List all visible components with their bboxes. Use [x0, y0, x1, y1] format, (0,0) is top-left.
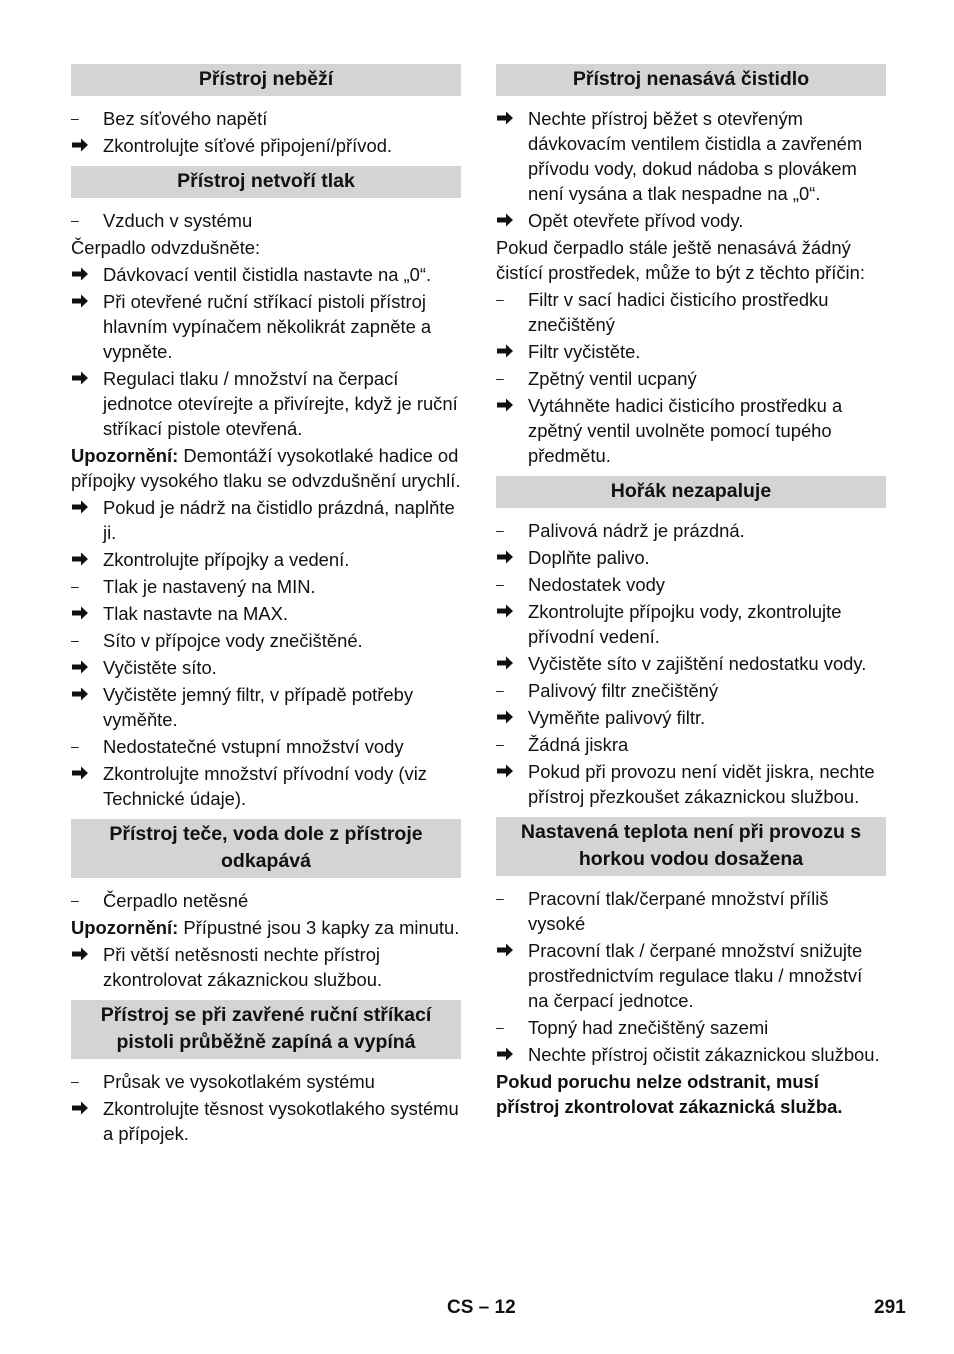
cause-item	[496, 572, 886, 597]
arrow-icon	[71, 495, 97, 514]
item-text: Vytáhněte hadici čisticího prostředku a zpětný ventil uvolněte pomocí tupého předmětu.	[528, 395, 843, 466]
cause-item	[71, 628, 461, 653]
item-text: Opět otevřete přívod vody.	[528, 210, 744, 231]
item-text: Palivový filtr znečištěný	[528, 680, 719, 701]
item-text: Zpětný ventil ucpaný	[528, 368, 697, 389]
paragraph: Pokud čerpadlo stále ještě nenasává žádný čistící prostředek, může to být z těchto příčin:	[496, 237, 865, 283]
closing-note: Pokud poruchu nelze odstranit, musí přístroj zkontrolovat zákaznická služba.	[496, 1071, 843, 1117]
item-text: Vyměňte palivový filtr.	[528, 707, 706, 728]
arrow-icon	[496, 651, 522, 670]
section-heading: Nastavená teplota není při provozu s horkou vodou dosažena	[496, 817, 886, 876]
item-text: Bez síťového napětí	[103, 108, 268, 129]
remedy-item	[496, 705, 886, 730]
arrow-icon	[71, 262, 97, 281]
note-paragraph	[71, 443, 461, 493]
remedy-item	[71, 133, 461, 158]
item-text: Pokud při provozu není vidět jiskra, nechte přístroj přezkoušet zákaznickou službou.	[528, 761, 875, 807]
remedy-item	[71, 601, 461, 626]
section-heading: Přístroj nenasává čistidlo	[496, 64, 886, 96]
note-label: Upozornění:	[71, 445, 179, 466]
dash-marker: –	[71, 632, 79, 648]
dash-marker: –	[71, 212, 79, 228]
item-text: Filtr vyčistěte.	[528, 341, 641, 362]
item-text: Vyčistěte síto.	[103, 657, 217, 678]
left-column	[71, 64, 461, 1148]
arrow-icon	[71, 761, 97, 780]
item-text: Nedostatek vody	[528, 574, 665, 595]
cause-item	[71, 734, 461, 759]
remedy-item	[496, 599, 886, 649]
dash-marker: –	[496, 890, 504, 906]
item-text: Síto v přípojce vody znečištěné.	[103, 630, 363, 651]
item-text: Průsak ve vysokotlakém systému	[103, 1071, 375, 1092]
arrow-icon	[496, 339, 522, 358]
item-text: Pokud je nádrž na čistidlo prázdná, naplňte ji.	[103, 497, 455, 543]
item-text: Žádná jiskra	[528, 734, 629, 755]
remedy-item	[71, 655, 461, 680]
dash-marker: –	[71, 1073, 79, 1089]
item-text: Nechte přístroj běžet s otevřeným dávkovacím ventilem čistidla a zavřeném přívodu vody, dokud nádoba s plovákem není vysána a tlak nespadne na „0“.	[528, 108, 863, 204]
remedy-item	[496, 1042, 886, 1067]
dash-marker: –	[496, 576, 504, 592]
page-number: 291	[874, 1297, 906, 1318]
item-text: Palivová nádrž je prázdná.	[528, 520, 745, 541]
item-text: Pracovní tlak / čerpané množství snižujte prostřednictvím regulace tlaku / množství na čerpací jednotce.	[528, 940, 863, 1011]
cause-item	[496, 518, 886, 543]
arrow-icon	[71, 682, 97, 701]
arrow-icon	[71, 547, 97, 566]
note-text: Demontáží vysokotlaké hadice od přípojky vysokého tlaku se odvzdušnění urychlí.	[71, 445, 461, 491]
item-text: Filtr v sací hadici čisticího prostředku znečištěný	[528, 289, 829, 335]
dash-marker: –	[496, 291, 504, 307]
remedy-item	[496, 545, 886, 570]
note-paragraph	[71, 915, 461, 940]
cause-item	[71, 106, 461, 131]
arrow-icon	[71, 942, 97, 961]
arrow-icon	[71, 1096, 97, 1115]
arrow-icon	[496, 393, 522, 412]
remedy-item	[496, 759, 886, 809]
item-text: Vyčistěte síto v zajištění nedostatku vody.	[528, 653, 867, 674]
item-text: Pracovní tlak/čerpané množství příliš vysoké	[528, 888, 829, 934]
note-label: Upozornění:	[71, 917, 179, 938]
arrow-icon	[496, 938, 522, 957]
remedy-item	[71, 495, 461, 545]
cause-item	[496, 886, 886, 936]
arrow-icon	[496, 705, 522, 724]
arrow-icon	[496, 599, 522, 618]
section-heading: Přístroj teče, voda dole z přístroje odkapává	[71, 819, 461, 878]
item-text: Tlak je nastavený na MIN.	[103, 576, 316, 597]
remedy-item	[71, 761, 461, 811]
item-text: Při větší netěsnosti nechte přístroj zkontrolovat zákaznickou službou.	[103, 944, 383, 990]
dash-marker: –	[71, 110, 79, 126]
remedy-item	[71, 262, 461, 287]
dash-marker: –	[71, 738, 79, 754]
arrow-icon	[71, 655, 97, 674]
item-text: Dávkovací ventil čistidla nastavte na „0“.	[103, 264, 432, 285]
arrow-icon	[71, 366, 97, 385]
remedy-item	[496, 106, 886, 206]
dash-marker: –	[496, 682, 504, 698]
paragraph: Čerpadlo odvzdušněte:	[71, 237, 261, 258]
remedy-item	[71, 547, 461, 572]
item-text: Nedostatečné vstupní množství vody	[103, 736, 404, 757]
cause-item	[71, 574, 461, 599]
dash-marker: –	[496, 522, 504, 538]
item-text: Vzduch v systému	[103, 210, 253, 231]
arrow-icon	[71, 601, 97, 620]
item-text: Při otevřené ruční stříkací pistoli přístroj hlavním vypínačem několikrát zapněte a vypněte.	[103, 291, 432, 362]
remedy-item	[496, 651, 886, 676]
arrow-icon	[496, 1042, 522, 1061]
section-heading: Přístroj se při zavřené ruční stříkací pistoli průběžně zapíná a vypíná	[71, 1000, 461, 1059]
dash-marker: –	[496, 1019, 504, 1035]
remedy-item	[496, 339, 886, 364]
cause-item	[496, 1015, 886, 1040]
remedy-item	[496, 208, 886, 233]
arrow-icon	[496, 208, 522, 227]
remedy-item	[71, 1096, 461, 1146]
cause-item	[71, 208, 461, 233]
cause-item	[71, 1069, 461, 1094]
arrow-icon	[71, 289, 97, 308]
cause-item	[71, 888, 461, 913]
remedy-item	[71, 942, 461, 992]
dash-marker: –	[496, 370, 504, 386]
page-label: CS – 12	[447, 1297, 516, 1318]
dash-marker: –	[71, 578, 79, 594]
remedy-item	[496, 393, 886, 468]
dash-marker: –	[496, 736, 504, 752]
cause-item	[496, 366, 886, 391]
arrow-icon	[496, 106, 522, 125]
arrow-icon	[71, 133, 97, 152]
remedy-item	[71, 682, 461, 732]
item-text: Zkontrolujte množství přívodní vody (viz Technické údaje).	[103, 763, 428, 809]
item-text: Čerpadlo netěsné	[103, 890, 249, 911]
arrow-icon	[496, 545, 522, 564]
item-text: Zkontrolujte přípojku vody, zkontrolujte přívodní vedení.	[528, 601, 842, 647]
item-text: Zkontrolujte přípojky a vedení.	[103, 549, 350, 570]
note-text: Přípustné jsou 3 kapky za minutu.	[178, 917, 460, 938]
item-text: Zkontrolujte síťové připojení/přívod.	[103, 135, 393, 156]
item-text: Doplňte palivo.	[528, 547, 650, 568]
remedy-item	[496, 938, 886, 1013]
item-text: Nechte přístroj očistit zákaznickou službou.	[528, 1044, 880, 1065]
item-text: Vyčistěte jemný filtr, v případě potřeby vyměňte.	[103, 684, 414, 730]
right-column	[496, 64, 886, 1121]
item-text: Topný had znečištěný sazemi	[528, 1017, 769, 1038]
remedy-item	[71, 289, 461, 364]
item-text: Zkontrolujte těsnost vysokotlakého systému a přípojek.	[103, 1098, 459, 1144]
item-text: Tlak nastavte na MAX.	[103, 603, 289, 624]
section-heading: Hořák nezapaluje	[496, 476, 886, 508]
cause-item	[496, 678, 886, 703]
dash-marker: –	[71, 892, 79, 908]
section-heading: Přístroj neběží	[71, 64, 461, 96]
cause-item	[496, 287, 886, 337]
arrow-icon	[496, 759, 522, 778]
remedy-item	[71, 366, 461, 441]
cause-item	[496, 732, 886, 757]
section-heading: Přístroj netvoří tlak	[71, 166, 461, 198]
item-text: Regulaci tlaku / množství na čerpací jednotce otevírejte a přivírejte, když je ruční stříkací pistole otevřená.	[103, 368, 458, 439]
